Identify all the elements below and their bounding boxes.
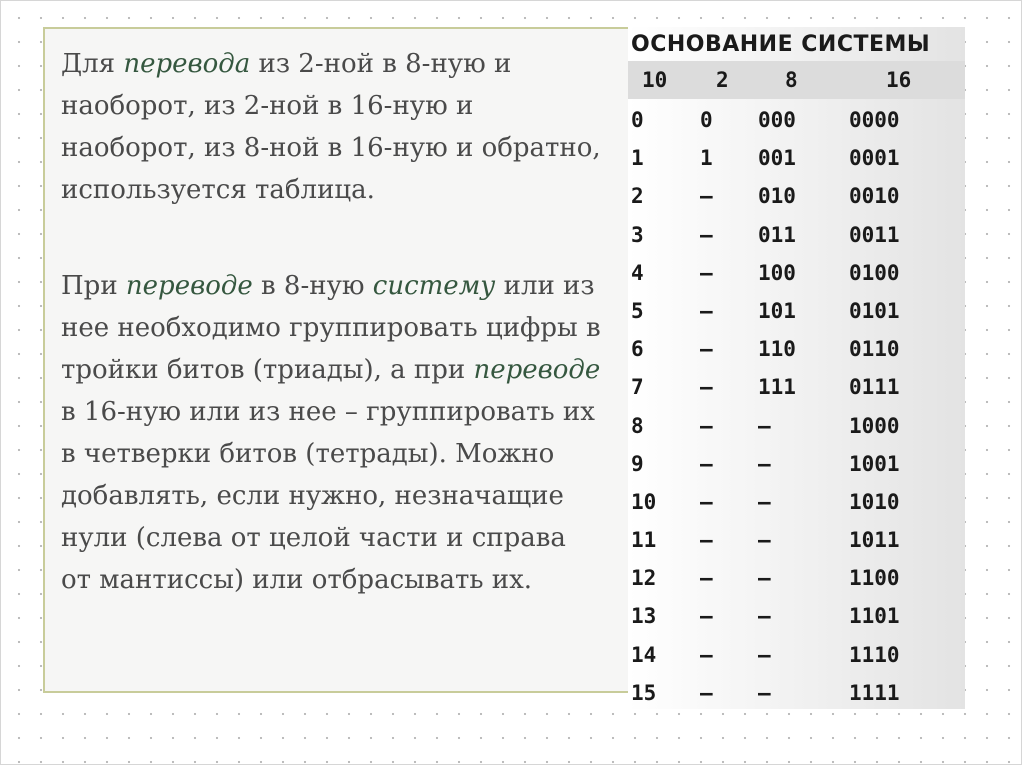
cell-base-8: — xyxy=(758,604,771,629)
cell-base-8: — xyxy=(758,566,771,591)
cell-base-8: 001 xyxy=(758,146,796,171)
cell-base-10: 13 xyxy=(631,604,657,629)
cell-base-16: 0100 xyxy=(849,260,900,285)
cell-base-16: 1101 xyxy=(849,604,900,629)
table-row xyxy=(628,101,965,139)
text-panel xyxy=(43,27,628,693)
paragraph-conversion-table xyxy=(61,43,601,211)
table-row xyxy=(628,139,965,177)
cell-base-2: — xyxy=(700,337,713,362)
cell-base-10: 4 xyxy=(631,260,644,285)
cell-base-16: 1011 xyxy=(849,528,900,553)
table-row xyxy=(628,521,965,559)
cell-base-2: — xyxy=(700,451,713,476)
cell-base-10: 14 xyxy=(631,642,657,667)
table-row xyxy=(628,559,965,597)
cell-base-8: 000 xyxy=(758,108,796,132)
italic-term: переводе xyxy=(125,271,253,301)
text-run: или из нее необходимо группировать цифры в тройки битов (триады), а при xyxy=(61,271,601,385)
table-row xyxy=(628,292,965,330)
text-run: в 8-ную xyxy=(252,271,373,301)
cell-base-16: 0001 xyxy=(849,146,900,171)
cell-base-8: 011 xyxy=(758,222,796,247)
cell-base-2: — xyxy=(700,260,713,285)
cell-base-10: 15 xyxy=(631,680,657,705)
table-row xyxy=(628,368,965,406)
table-row xyxy=(628,674,965,712)
table-row xyxy=(628,254,965,292)
cell-base-10: 3 xyxy=(631,222,644,247)
cell-base-10: 0 xyxy=(631,108,644,132)
table-row xyxy=(628,177,965,215)
text-run: из 2-ной в 8-ную и наоборот, из 2-ной в 16-ную и наоборот, из 8-ной в 16-ную и обратно, используется таблица. xyxy=(61,49,601,205)
italic-term: перевода xyxy=(123,49,251,79)
header-base-8: 8 xyxy=(785,68,798,92)
cell-base-10: 12 xyxy=(631,566,657,591)
cell-base-2: 0 xyxy=(700,108,713,132)
cell-base-8: 111 xyxy=(758,375,796,400)
italic-term: переводе xyxy=(473,355,601,385)
cell-base-8: 100 xyxy=(758,260,796,285)
table-row xyxy=(628,216,965,254)
table-body xyxy=(628,101,965,712)
text-run: Для xyxy=(61,49,124,79)
cell-base-16: 0000 xyxy=(849,108,900,132)
cell-base-10: 8 xyxy=(631,413,644,438)
cell-base-8: — xyxy=(758,413,771,438)
text-run: в 16-ную или из нее – группировать их в четверки битов (тетрады). Можно добавлять, если нужно, незначащие нули (слева от целой части и справа от мантиссы) или отбрасывать их. xyxy=(61,397,595,595)
cell-base-16: 1010 xyxy=(849,489,900,514)
cell-base-16: 1001 xyxy=(849,451,900,476)
table-title: ОСНОВАНИЕ СИСТЕМЫ xyxy=(631,32,931,57)
cell-base-10: 2 xyxy=(631,184,644,209)
table-row xyxy=(628,483,965,521)
cell-base-2: — xyxy=(700,413,713,438)
cell-base-8: 101 xyxy=(758,298,796,323)
cell-base-16: 1100 xyxy=(849,566,900,591)
cell-base-8: 110 xyxy=(758,337,796,362)
table-header-row xyxy=(628,61,965,99)
cell-base-8: — xyxy=(758,489,771,514)
cell-base-8: 010 xyxy=(758,184,796,209)
table-row xyxy=(628,330,965,368)
header-base-16: 16 xyxy=(886,68,912,92)
cell-base-10: 5 xyxy=(631,298,644,323)
table-row xyxy=(628,636,965,674)
cell-base-2: — xyxy=(700,298,713,323)
cell-base-10: 11 xyxy=(631,528,657,553)
cell-base-2: — xyxy=(700,528,713,553)
paragraph-grouping-rules xyxy=(61,265,601,601)
number-system-table xyxy=(628,27,965,709)
table-row xyxy=(628,407,965,445)
cell-base-16: 1111 xyxy=(849,680,900,705)
cell-base-2: — xyxy=(700,604,713,629)
cell-base-10: 6 xyxy=(631,337,644,362)
cell-base-10: 10 xyxy=(631,489,657,514)
cell-base-16: 1000 xyxy=(849,413,900,438)
cell-base-2: 1 xyxy=(700,146,713,171)
cell-base-2: — xyxy=(700,642,713,667)
italic-term: систему xyxy=(372,271,496,301)
cell-base-10: 7 xyxy=(631,375,644,400)
cell-base-8: — xyxy=(758,528,771,553)
cell-base-2: — xyxy=(700,184,713,209)
cell-base-8: — xyxy=(758,680,771,705)
cell-base-2: — xyxy=(700,375,713,400)
header-base-2: 2 xyxy=(716,68,729,92)
cell-base-10: 1 xyxy=(631,146,644,171)
cell-base-16: 0110 xyxy=(849,337,900,362)
cell-base-16: 0111 xyxy=(849,375,900,400)
cell-base-8: — xyxy=(758,451,771,476)
cell-base-16: 0101 xyxy=(849,298,900,323)
cell-base-10: 9 xyxy=(631,451,644,476)
cell-base-2: — xyxy=(700,222,713,247)
cell-base-2: — xyxy=(700,680,713,705)
cell-base-16: 0010 xyxy=(849,184,900,209)
text-run: При xyxy=(61,271,126,301)
table-row xyxy=(628,445,965,483)
header-base-10: 10 xyxy=(642,68,668,92)
cell-base-8: — xyxy=(758,642,771,667)
cell-base-2: — xyxy=(700,566,713,591)
table-row xyxy=(628,597,965,635)
cell-base-2: — xyxy=(700,489,713,514)
cell-base-16: 0011 xyxy=(849,222,900,247)
cell-base-16: 1110 xyxy=(849,642,900,667)
